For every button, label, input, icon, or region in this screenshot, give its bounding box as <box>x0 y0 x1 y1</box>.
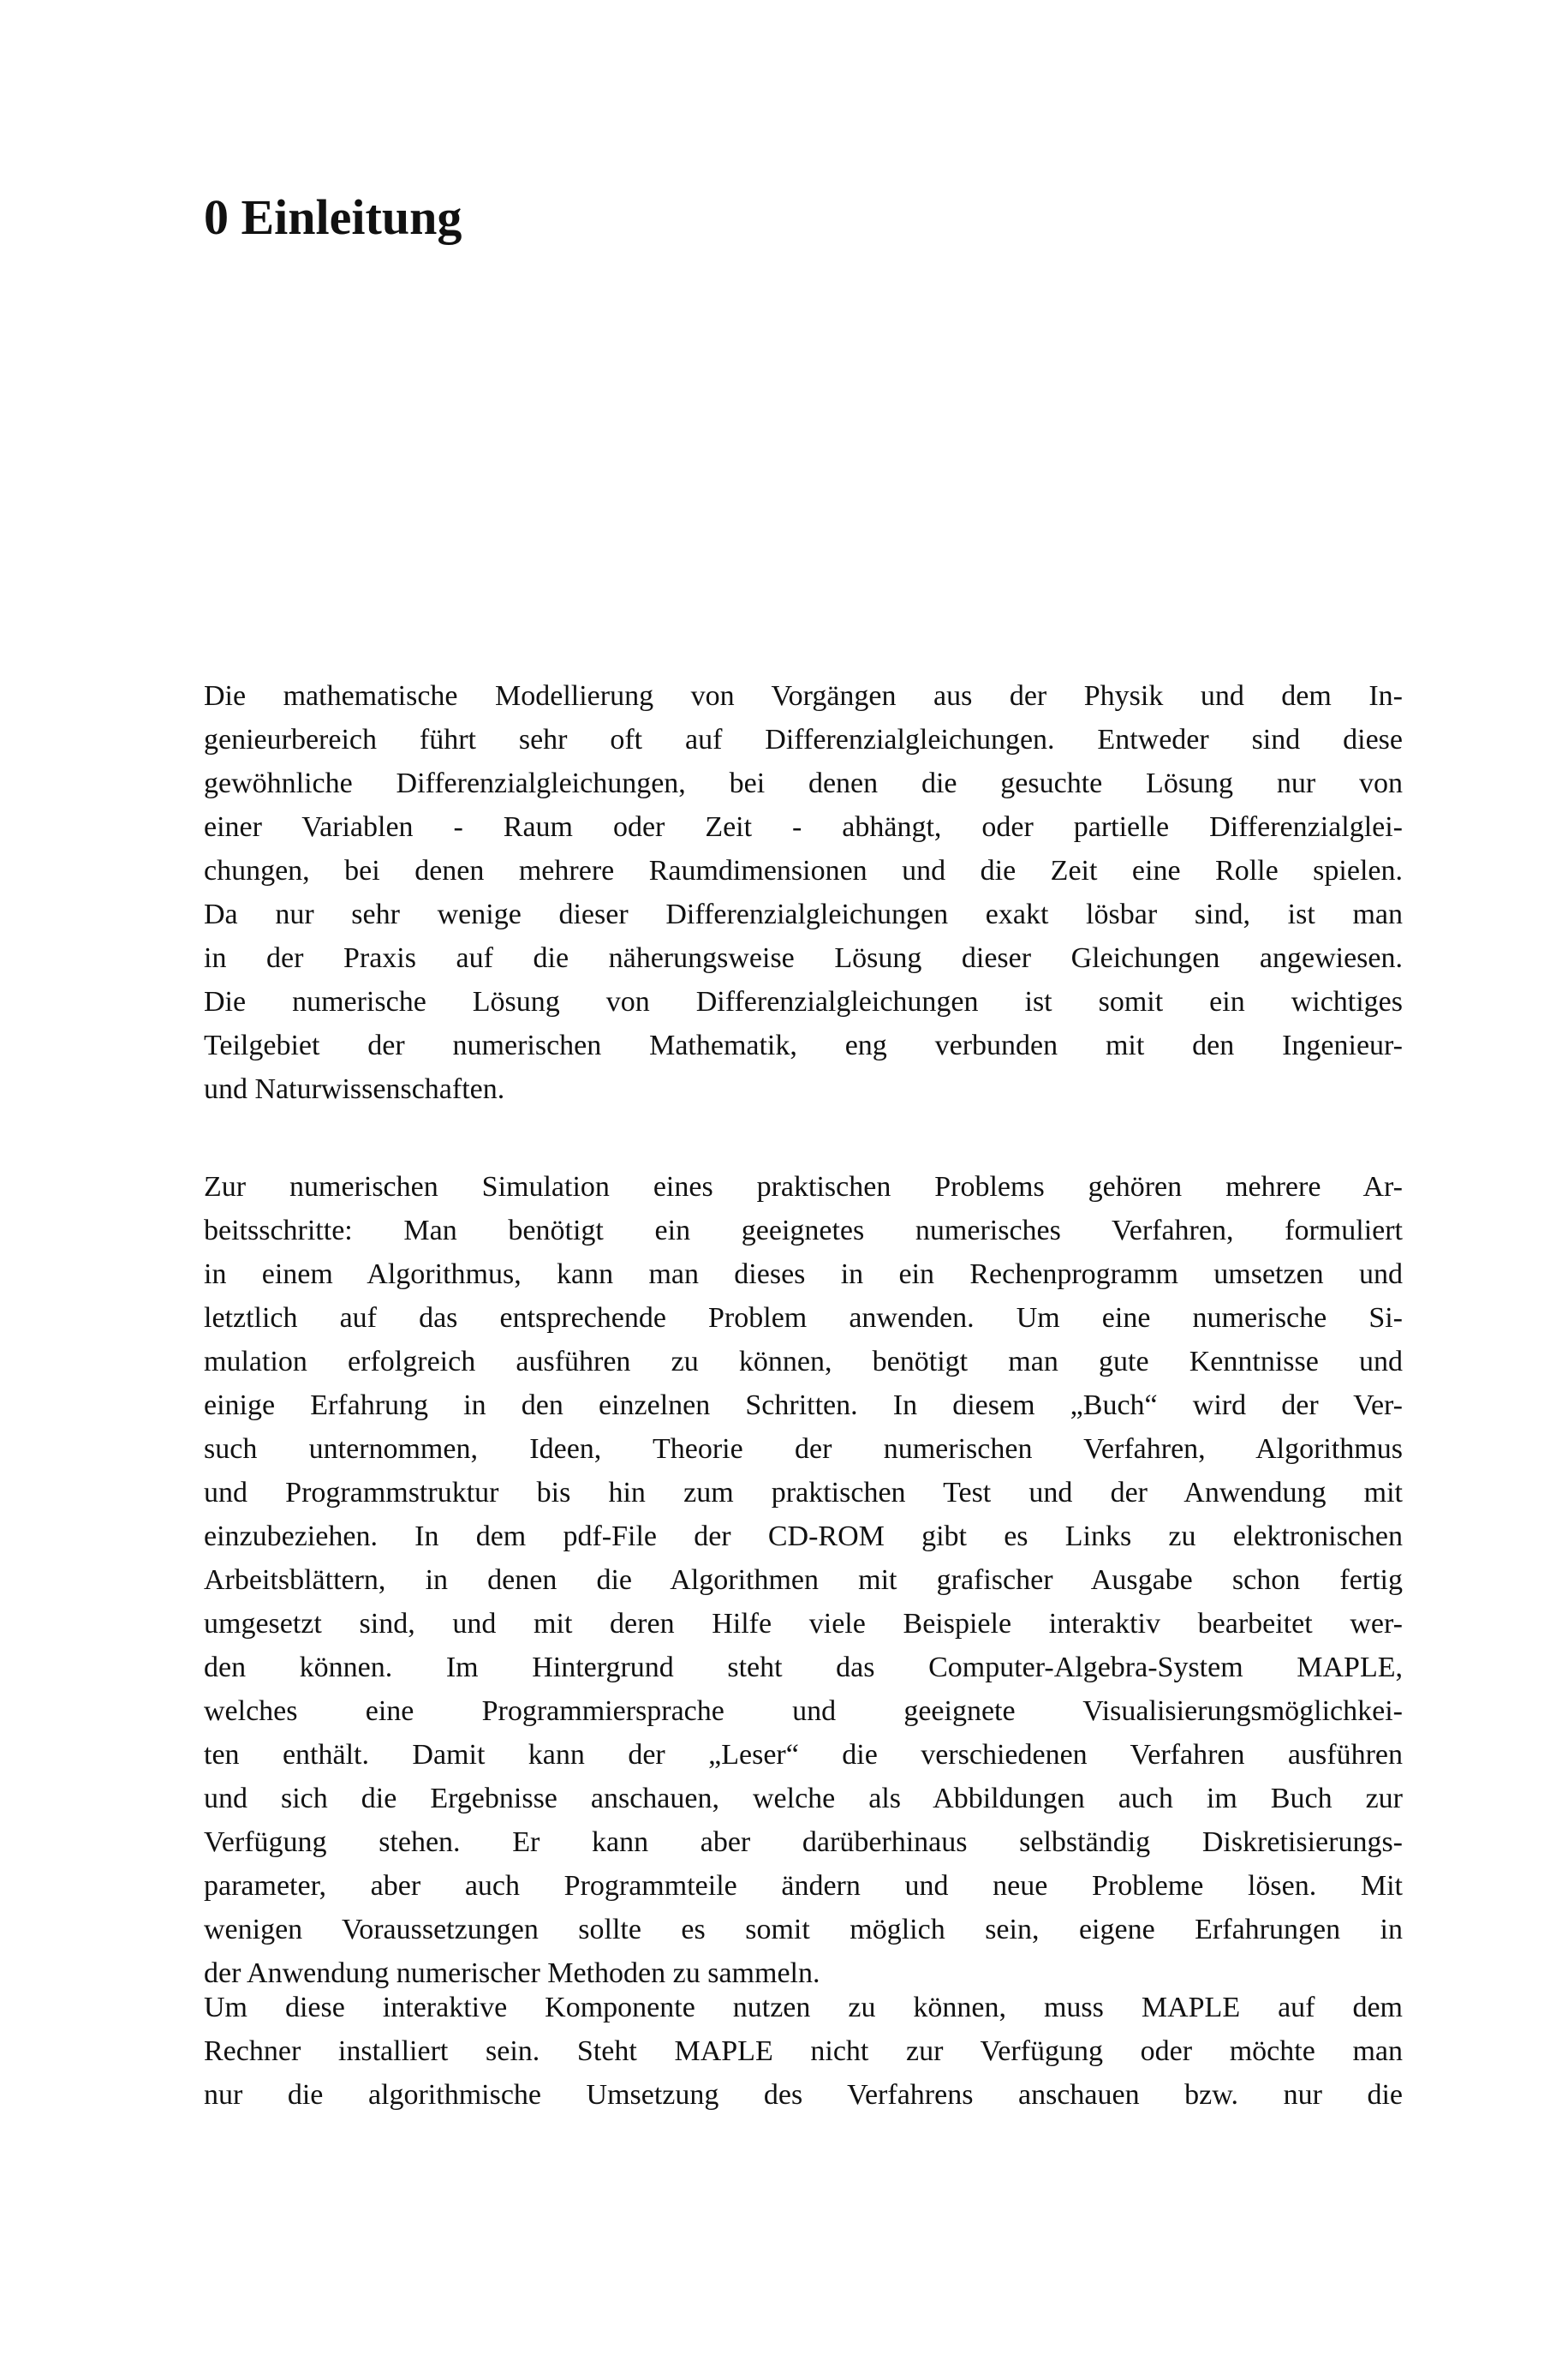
text-line: genieurbereich führt sehr oft auf Differenzialgleichungen. Entweder sind diese <box>204 724 1403 756</box>
text-line: Zur numerischen Simulation eines praktischen Problems gehören mehrere Ar- <box>204 1171 1403 1203</box>
text-line: in einem Algorithmus, kann man dieses in ein Rechenprogramm umsetzen und <box>204 1258 1403 1290</box>
text-line: einer Variablen - Raum oder Zeit - abhängt, oder partielle Differenzialglei- <box>204 811 1403 843</box>
text-line: umgesetzt sind, und mit deren Hilfe viele Beispiele interaktiv bearbeitet wer- <box>204 1608 1403 1640</box>
text-line: und sich die Ergebnisse anschauen, welche als Abbildungen auch im Buch zur <box>204 1783 1403 1814</box>
paragraph-2 <box>204 1165 1403 1995</box>
text-line: gewöhnliche Differenzialgleichungen, bei denen die gesuchte Lösung nur von <box>204 768 1403 799</box>
text-line: Rechner installiert sein. Steht MAPLE nicht zur Verfügung oder möchte man <box>204 2035 1403 2067</box>
text-line: in der Praxis auf die näherungsweise Lösung dieser Gleichungen angewiesen. <box>204 942 1403 974</box>
text-line: Verfügung stehen. Er kann aber darüberhinaus selbständig Diskretisierungs- <box>204 1826 1403 1858</box>
text-line: nur die algorithmische Umsetzung des Verfahrens anschauen bzw. nur die <box>204 2079 1403 2111</box>
text-line: Teilgebiet der numerischen Mathematik, eng verbunden mit den Ingenieur- <box>204 1030 1403 1061</box>
text-line: Die numerische Lösung von Differenzialgleichungen ist somit ein wichtiges <box>204 986 1403 1018</box>
text-line: der Anwendung numerischer Methoden zu sammeln. <box>204 1957 820 1989</box>
text-line: beitsschritte: Man benötigt ein geeignetes numerisches Verfahren, formuliert <box>204 1215 1403 1246</box>
text-line: mulation erfolgreich ausführen zu können, benötigt man gute Kenntnisse und <box>204 1346 1403 1377</box>
paragraph-3 <box>204 1986 1403 2117</box>
text-line: such unternommen, Ideen, Theorie der numerischen Verfahren, Algorithmus <box>204 1433 1403 1465</box>
text-line: welches eine Programmiersprache und geeignete Visualisierungsmöglichkei- <box>204 1695 1403 1727</box>
text-line: parameter, aber auch Programmteile ändern und neue Probleme lösen. Mit <box>204 1870 1403 1902</box>
text-line: chungen, bei denen mehrere Raumdimensionen und die Zeit eine Rolle spielen. <box>204 855 1403 887</box>
text-line: Die mathematische Modellierung von Vorgängen aus der Physik und dem In- <box>204 680 1403 712</box>
text-line: einzubeziehen. In dem pdf-File der CD-ROM gibt es Links zu elektronischen <box>204 1521 1403 1552</box>
text-line: und Programmstruktur bis hin zum praktischen Test und der Anwendung mit <box>204 1477 1403 1509</box>
text-line: Da nur sehr wenige dieser Differenzialgleichungen exakt lösbar sind, ist man <box>204 899 1403 930</box>
text-line: letztlich auf das entsprechende Problem anwenden. Um eine numerische Si- <box>204 1302 1403 1334</box>
text-line: den können. Im Hintergrund steht das Computer-Algebra-System MAPLE, <box>204 1652 1403 1683</box>
text-line: wenigen Voraussetzungen sollte es somit möglich sein, eigene Erfahrungen in <box>204 1914 1403 1945</box>
text-line: Arbeitsblättern, in denen die Algorithmen mit grafischer Ausgabe schon fertig <box>204 1564 1403 1596</box>
text-line: und Naturwissenschaften. <box>204 1073 505 1105</box>
text-line: einige Erfahrung in den einzelnen Schritten. In diesem „Buch“ wird der Ver- <box>204 1389 1403 1421</box>
paragraph-1 <box>204 674 1403 1111</box>
text-line: Um diese interaktive Komponente nutzen zu können, muss MAPLE auf dem <box>204 1992 1403 2023</box>
chapter-title: 0 Einleitung <box>204 189 462 245</box>
text-line: ten enthält. Damit kann der „Leser“ die verschiedenen Verfahren ausführen <box>204 1739 1403 1771</box>
